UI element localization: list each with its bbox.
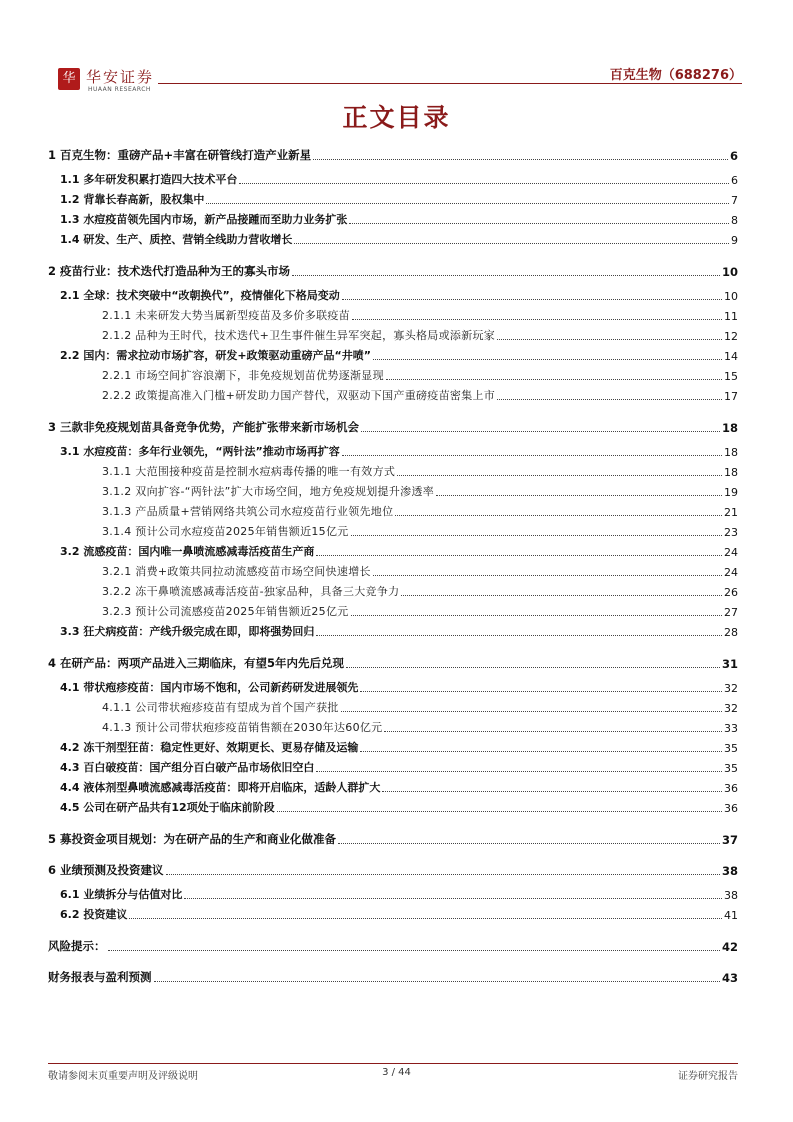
toc-entry-page: 38 bbox=[721, 864, 738, 879]
toc-entry-label: 4.1 带状疱疹疫苗：国内市场不饱和，公司新药研发进展领先 bbox=[60, 680, 359, 694]
toc-entry[interactable] bbox=[48, 189, 738, 207]
toc-entry[interactable] bbox=[48, 501, 738, 519]
toc-entry-page: 8 bbox=[731, 214, 738, 228]
toc-entry[interactable] bbox=[48, 737, 738, 755]
toc-entry[interactable] bbox=[48, 967, 738, 985]
toc-entry-label: 3.2.1 消费+政策共同拉动流感疫苗市场空间快速增长 bbox=[102, 564, 371, 578]
toc-entry-label: 1 百克生物：重磅产品+丰富在研管线打造产业新星 bbox=[48, 148, 312, 162]
toc-entry[interactable] bbox=[48, 417, 738, 435]
logo-text: 华安证券 bbox=[86, 68, 155, 86]
toc-entry-page: 18 bbox=[721, 420, 738, 435]
toc-entry-label: 6 业绩预测及投资建议 bbox=[48, 863, 164, 878]
toc-leader-dots bbox=[184, 898, 722, 899]
toc-leader-dots bbox=[382, 791, 722, 792]
toc-entry[interactable] bbox=[48, 777, 738, 795]
toc-leader-dots bbox=[361, 431, 720, 432]
toc-leader-dots bbox=[316, 555, 722, 556]
toc-leader-dots bbox=[341, 711, 722, 712]
toc-entry[interactable] bbox=[48, 561, 738, 579]
toc-entry-label: 2.2.2 政策提高准入门槛+研发助力国产替代，双驱动下国产重磅疫苗密集上市 bbox=[102, 389, 496, 403]
toc-entry-page: 38 bbox=[724, 889, 738, 903]
toc-entry-page: 6 bbox=[731, 174, 738, 188]
toc-entry-page: 24 bbox=[724, 545, 738, 559]
toc-entry-label: 2 疫苗行业：技术迭代打造品种为王的寡头市场 bbox=[48, 263, 291, 278]
toc-entry-label: 4 在研产品：两项产品进入三期临床，有望5年内先后兑现 bbox=[48, 655, 345, 670]
toc-entry-label: 3.1.1 大范围接种疫苗是控制水痘病毒传播的唯一有效方式 bbox=[102, 464, 396, 478]
toc-entry-page: 42 bbox=[721, 939, 738, 954]
toc-entry[interactable] bbox=[48, 481, 738, 499]
toc-leader-dots bbox=[351, 535, 722, 536]
toc-entry-page: 21 bbox=[724, 505, 738, 519]
company-name: 百克生物（688276） bbox=[609, 68, 742, 83]
toc-entry-label: 2.1.2 品种为王时代，技术迭代+卫生事件催生异军突起，寡头格局或添新玩家 bbox=[102, 328, 496, 342]
toc-entry[interactable] bbox=[48, 365, 738, 383]
toc-leader-dots bbox=[436, 495, 722, 496]
toc-entry[interactable] bbox=[48, 697, 738, 715]
toc-leader-dots bbox=[384, 731, 722, 732]
toc-leader-dots bbox=[373, 359, 722, 360]
toc-leader-dots bbox=[342, 455, 722, 456]
toc-leader-dots bbox=[154, 981, 720, 982]
toc-entry-page: 18 bbox=[724, 465, 738, 479]
toc-entry-label: 4.4 液体剂型鼻喷流感减毒活疫苗：即将开启临床，适龄人群扩大 bbox=[60, 780, 381, 794]
toc-entry-page: 35 bbox=[724, 741, 738, 755]
toc-leader-dots bbox=[338, 843, 720, 844]
toc-entry-label: 2.2.1 市场空间扩容浪潮下，非免疫规划苗优势逐渐显现 bbox=[102, 369, 384, 382]
toc-entry-label: 3.3 狂犬病疫苗：产线升级完成在即，即将强势回归 bbox=[60, 625, 315, 639]
toc-entry[interactable] bbox=[48, 621, 738, 639]
toc-leader-dots bbox=[497, 339, 722, 340]
toc-entry[interactable] bbox=[48, 757, 738, 775]
toc-entry-label: 3.1.4 预计公司水痘疫苗2025年销售额近15亿元 bbox=[102, 524, 349, 538]
toc-leader-dots bbox=[349, 223, 729, 224]
toc-entry-label: 3.2.2 冻干鼻喷流感减毒活疫苗-独家品种，具备三大竞争力 bbox=[102, 585, 400, 598]
footer-disclaimer: 敬请参阅末页重要声明及评级说明 bbox=[48, 1071, 198, 1082]
toc-leader-dots bbox=[277, 811, 722, 812]
toc-entry-page: 10 bbox=[724, 289, 738, 303]
toc-entry[interactable] bbox=[48, 385, 738, 403]
toc-entry-label: 3.1.2 双向扩容-“两针法”扩大市场空间，地方免疫规划提升渗透率 bbox=[102, 484, 435, 498]
toc-entry[interactable] bbox=[48, 461, 738, 479]
toc-entry-page: 33 bbox=[724, 721, 738, 735]
toc-entry[interactable] bbox=[48, 653, 738, 671]
toc-entry-page: 26 bbox=[724, 586, 738, 599]
toc-entry-page: 35 bbox=[724, 761, 738, 775]
toc-entry-page: 37 bbox=[721, 832, 738, 847]
toc-entry-page: 28 bbox=[724, 626, 738, 640]
toc-entry[interactable] bbox=[48, 717, 738, 735]
toc-entry-page: 24 bbox=[724, 565, 738, 579]
toc-leader-dots bbox=[129, 918, 722, 919]
toc-entry-page: 19 bbox=[724, 485, 738, 499]
header-divider bbox=[158, 83, 742, 84]
toc-entry-page: 12 bbox=[724, 329, 738, 343]
toc-entry[interactable] bbox=[48, 305, 738, 323]
toc-entry[interactable] bbox=[48, 884, 738, 902]
toc-entry[interactable] bbox=[48, 521, 738, 539]
toc-entry[interactable] bbox=[48, 677, 738, 695]
toc-entry-page: 32 bbox=[724, 681, 738, 695]
toc-leader-dots bbox=[342, 299, 722, 300]
toc-entry-page: 7 bbox=[731, 194, 738, 208]
toc-entry-page: 23 bbox=[724, 525, 738, 539]
toc-entry-label: 4.2 冻干剂型狂苗：稳定性更好、效期更长、更易存储及运输 bbox=[60, 740, 359, 754]
toc-entry[interactable] bbox=[48, 829, 738, 847]
toc-leader-dots bbox=[395, 515, 722, 516]
page-header bbox=[48, 62, 742, 102]
toc-entry[interactable] bbox=[48, 325, 738, 343]
toc-entry-page: 43 bbox=[721, 971, 738, 986]
toc-entry-page: 15 bbox=[724, 370, 738, 383]
toc-entry-label: 1.1 多年研发积累打造四大技术平台 bbox=[60, 173, 238, 187]
toc-entry-page: 10 bbox=[721, 264, 738, 279]
toc-leader-dots bbox=[313, 159, 728, 160]
toc-entry[interactable] bbox=[48, 345, 738, 363]
toc-entry-page: 27 bbox=[724, 606, 738, 620]
toc-entry[interactable] bbox=[48, 169, 738, 187]
toc-entry-page: 36 bbox=[724, 802, 738, 815]
toc-entry-label: 1.4 研发、生产、质控、营销全线助力营收增长 bbox=[60, 233, 293, 247]
page-title: 正文目录 bbox=[342, 103, 451, 132]
toc-leader-dots bbox=[292, 275, 720, 276]
toc-entry-label: 3.1.3 产品质量+营销网络共筑公司水痘疫苗行业领先地位 bbox=[102, 504, 394, 518]
toc-entry[interactable] bbox=[48, 904, 738, 922]
toc-entry-label: 6.2 投资建议 bbox=[60, 908, 128, 922]
toc-entry-label: 2.1.1 未来研发大势当属新型疫苗及多价多联疫苗 bbox=[102, 308, 350, 322]
toc-entry[interactable] bbox=[48, 797, 738, 815]
toc-leader-dots bbox=[316, 771, 722, 772]
toc-entry-page: 18 bbox=[724, 445, 738, 459]
toc-entry-label: 5 募投资金项目规划：为在研产品的生产和商业化做准备 bbox=[48, 831, 337, 846]
toc-entry-page: 31 bbox=[721, 656, 738, 671]
toc-leader-dots bbox=[497, 399, 722, 400]
toc-entry-label: 1.2 背靠长春高新，股权集中 bbox=[60, 193, 205, 207]
toc-leader-dots bbox=[166, 874, 720, 875]
toc-entry-page: 17 bbox=[724, 390, 738, 404]
toc-entry[interactable] bbox=[48, 145, 738, 163]
toc-entry-page: 6 bbox=[729, 149, 738, 163]
toc-entry-label: 6.1 业绩拆分与估值对比 bbox=[60, 888, 183, 902]
toc-entry[interactable] bbox=[48, 285, 738, 303]
toc-entry-page: 14 bbox=[724, 349, 738, 363]
footer-divider bbox=[48, 1063, 738, 1064]
toc-leader-dots bbox=[352, 319, 722, 320]
toc-entry-page: 11 bbox=[724, 309, 738, 323]
toc-leader-dots bbox=[316, 635, 722, 636]
toc-leader-dots bbox=[386, 379, 722, 380]
toc-leader-dots bbox=[397, 475, 722, 476]
toc-entry-label: 3.2 流感疫苗：国内唯一鼻喷流感减毒活疫苗生产商 bbox=[60, 544, 315, 558]
toc-entry-label: 2.2 国内：需求拉动市场扩容，研发+政策驱动重磅产品“井喷” bbox=[60, 348, 371, 362]
toc-entry[interactable] bbox=[48, 860, 738, 878]
toc-entry[interactable] bbox=[48, 936, 738, 954]
toc-leader-dots bbox=[346, 667, 720, 668]
toc-leader-dots bbox=[373, 575, 722, 576]
toc-entry[interactable] bbox=[48, 541, 738, 559]
toc-entry-label: 风险提示： bbox=[48, 938, 106, 953]
toc-leader-dots bbox=[401, 595, 722, 596]
toc-leader-dots bbox=[351, 615, 722, 616]
toc-entry-label: 4.5 公司在研产品共有12项处于临床前阶段 bbox=[60, 801, 275, 814]
toc-leader-dots bbox=[206, 203, 729, 204]
toc-entry-label: 3.1 水痘疫苗：多年行业领先，“两针法”推动市场再扩容 bbox=[60, 444, 340, 458]
toc-entry-label: 4.1.3 预计公司带状疱疹疫苗销售额在2030年达60亿元 bbox=[102, 720, 383, 734]
toc-entry[interactable] bbox=[48, 601, 738, 619]
toc-entry[interactable] bbox=[48, 441, 738, 459]
toc-entry-page: 41 bbox=[724, 909, 738, 923]
page-number: 3 / 44 bbox=[382, 1067, 411, 1078]
toc-entry-label: 4.1.1 公司带状疱疹疫苗有望成为首个国产获批 bbox=[102, 700, 339, 714]
toc-entry[interactable] bbox=[48, 209, 738, 227]
toc-entry-page: 32 bbox=[724, 701, 738, 715]
toc-leader-dots bbox=[239, 183, 729, 184]
toc-entry-page: 36 bbox=[724, 781, 738, 795]
toc-leader-dots bbox=[108, 950, 720, 951]
toc-entry[interactable] bbox=[48, 229, 738, 247]
toc-leader-dots bbox=[360, 691, 722, 692]
toc-entry-label: 3 三款非免疫规划苗具备竞争优势，产能扩张带来新市场机会 bbox=[48, 419, 360, 434]
toc-entry-label: 财务报表与盈利预测 bbox=[48, 970, 152, 985]
toc-leader-dots bbox=[294, 243, 729, 244]
toc-entry-label: 3.2.3 预计公司流感疫苗2025年销售额近25亿元 bbox=[102, 605, 349, 619]
logo-subtext: HUAAN RESEARCH bbox=[88, 86, 151, 93]
toc-entry[interactable] bbox=[48, 261, 738, 279]
toc-entry-label: 1.3 水痘疫苗领先国内市场，新产品接踵而至助力业务扩张 bbox=[60, 213, 348, 227]
toc-entry-label: 2.1 全球：技术突破中“改朝换代”，疫情催化下格局变动 bbox=[60, 288, 340, 302]
footer-report-type: 证券研究报告 bbox=[678, 1071, 738, 1082]
toc-leader-dots bbox=[360, 751, 722, 752]
logo-icon: 华 bbox=[58, 68, 80, 90]
toc-entry[interactable] bbox=[48, 581, 738, 599]
toc-entry-label: 4.3 百白破疫苗：国产组分百白破产品市场依旧空白 bbox=[60, 760, 315, 774]
toc-entry-page: 9 bbox=[731, 234, 738, 248]
